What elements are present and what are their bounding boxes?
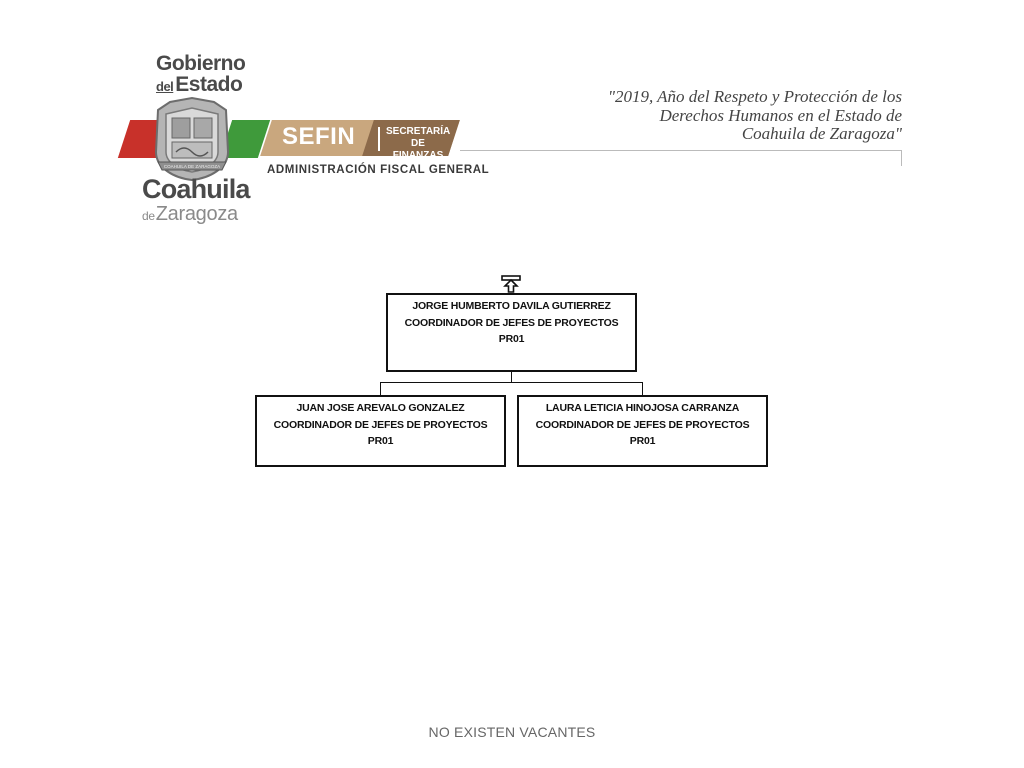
no-vacancies-note: NO EXISTEN VACANTES — [428, 724, 596, 740]
org-node-root[interactable] — [386, 293, 637, 372]
motto-line-3: Coahuila de Zaragoza" — [741, 124, 902, 143]
logo-del-estado: delEstado — [156, 73, 243, 96]
motto-divider — [460, 150, 902, 151]
node-code: PR01 — [498, 333, 525, 345]
government-logo — [120, 52, 490, 227]
secretaria-de-finanzas-label: SECRETARÍA DE FINANZAS — [386, 126, 450, 162]
connector-left-down — [380, 382, 381, 395]
logo-gobierno: Gobierno — [156, 52, 246, 75]
node-name: JORGE HUMBERTO DAVILA GUTIERREZ — [412, 300, 611, 312]
motto-line-1: "2019, Año del Respeto y Protección de los — [607, 87, 902, 106]
svg-text:COAHUILA DE ZARAGOZA: COAHUILA DE ZARAGOZA — [163, 164, 221, 169]
org-node-child-1[interactable] — [255, 395, 506, 467]
motto-line-2: Derechos Humanos en el Estado de — [659, 105, 902, 125]
connector-right-down — [642, 382, 643, 395]
node-code: PR01 — [367, 435, 394, 447]
motto-divider-tick — [901, 150, 902, 166]
node-code: PR01 — [629, 435, 656, 447]
node-title: COORDINADOR DE JEFES DE PROYECTOS — [535, 418, 750, 431]
node-name: LAURA LETICIA HINOJOSA CARRANZA — [545, 402, 740, 414]
node-title: COORDINADOR DE JEFES DE PROYECTOS — [404, 316, 619, 329]
sefin-label: SEFIN — [282, 123, 356, 150]
org-node-child-2[interactable] — [517, 395, 768, 467]
administracion-fiscal-general: ADMINISTRACIÓN FISCAL GENERAL — [267, 164, 490, 176]
coat-of-arms-icon — [148, 96, 236, 182]
node-title: COORDINADOR DE JEFES DE PROYECTOS — [273, 418, 488, 431]
logo-coahuila: Coahuila — [142, 174, 250, 204]
connector-root-down — [511, 372, 512, 382]
navigate-up-icon[interactable] — [501, 275, 521, 293]
connector-horizontal — [380, 382, 643, 383]
logo-de-zaragoza: deZaragoza — [142, 203, 238, 225]
year-motto — [542, 88, 902, 144]
node-name: JUAN JOSE AREVALO GONZALEZ — [296, 402, 465, 414]
